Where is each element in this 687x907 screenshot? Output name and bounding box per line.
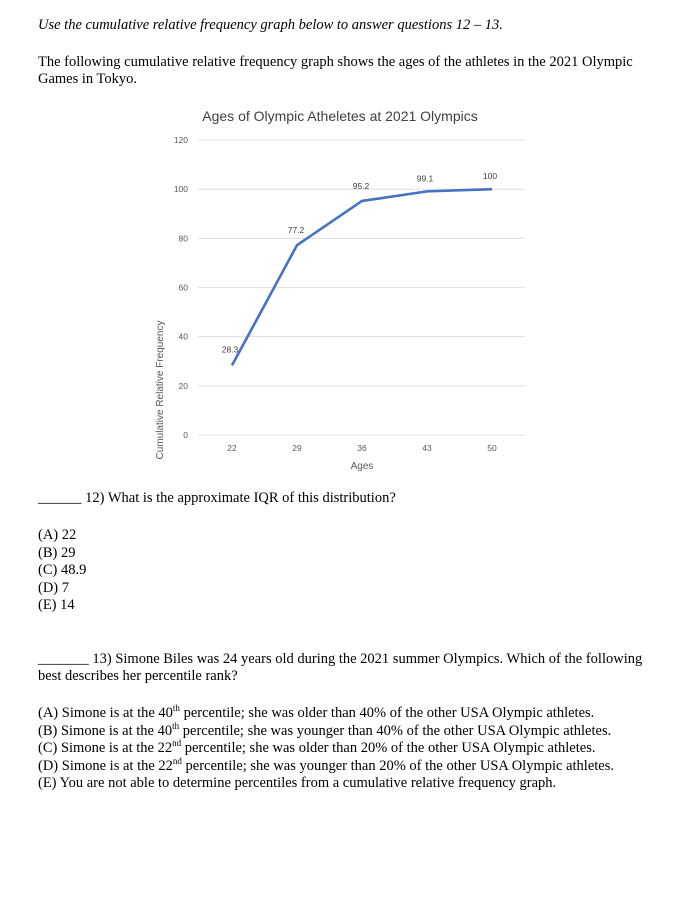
choice-12-a: (A) 22 [38, 527, 77, 543]
question-13 [38, 651, 658, 685]
data-label: 28.3 [221, 344, 239, 355]
y-tick-label: 80 [178, 233, 188, 244]
question-12-choices [38, 527, 86, 615]
x-tick-label: 29 [292, 443, 302, 453]
series-line [232, 189, 492, 365]
choice-12-b: (B) 29 [38, 544, 76, 561]
y-tick-label: 40 [178, 331, 188, 342]
x-tick-labels [227, 443, 497, 453]
choice-13-b: (B) Simone is at the 40th percentile; she was younger than 40% of the other USA Olympic athletes. [38, 720, 612, 739]
data-label: 99.1 [416, 173, 434, 184]
choice-12-c: (C) 48.9 [38, 562, 87, 578]
choice-13-e: (E) You are not able to determine percentiles from a cumulative relative frequency graph. [38, 775, 557, 791]
data-label: 95.2 [352, 180, 370, 191]
data-label: 77.2 [287, 225, 305, 236]
question-12-text: 12) What is the approximate IQR of this distribution? [81, 490, 396, 506]
question-13-text: 13) Simone Biles was 24 years old during the 2021 summer Olympics. Which of the following best describes her percentile rank? [38, 651, 643, 684]
y-tick-label: 20 [178, 380, 188, 391]
y-tick-labels [174, 135, 188, 440]
choice-13-a: (A) Simone is at the 40th percentile; she was older than 40% of the other USA Olympic athletes. [38, 703, 595, 721]
y-tick-label: 120 [173, 135, 188, 145]
choice-12-e: (E) 14 [38, 597, 75, 613]
x-tick-label: 50 [487, 443, 497, 453]
answer-blank-13: _______ [38, 651, 89, 667]
y-axis-label: Cumulative Relative Frequency [155, 320, 166, 460]
x-tick-label: 36 [357, 443, 367, 453]
chart-title: Ages of Olympic Atheletes at 2021 Olympics [202, 108, 478, 124]
y-tick-label: 0 [183, 430, 188, 440]
cumulative-frequency-chart [150, 100, 550, 485]
instructions: Use the cumulative relative frequency graph below to answer questions 12 – 13. [38, 17, 503, 33]
x-tick-label: 22 [227, 443, 237, 453]
y-tick-label: 100 [173, 184, 188, 195]
x-axis-label: Ages [350, 461, 374, 472]
question-13-choices [38, 705, 663, 793]
intro-paragraph: The following cumulative relative frequency graph shows the ages of the athletes in the 2021 Olympic Games in Tokyo. [38, 54, 633, 87]
y-tick-label: 60 [178, 282, 188, 293]
choice-13-c: (C) Simone is at the 22nd percentile; she was older than 20% of the other USA Olympic athletes. [38, 738, 596, 756]
x-tick-label: 43 [422, 443, 432, 453]
data-labels [222, 171, 498, 354]
question-12 [38, 490, 396, 507]
choice-13-d: (D) Simone is at the 22nd percentile; she was younger than 20% of the other USA Olympic athletes. [38, 755, 614, 774]
choice-12-d: (D) 7 [38, 579, 70, 596]
data-label: 100 [482, 171, 498, 182]
answer-blank-12: ______ [38, 490, 82, 506]
